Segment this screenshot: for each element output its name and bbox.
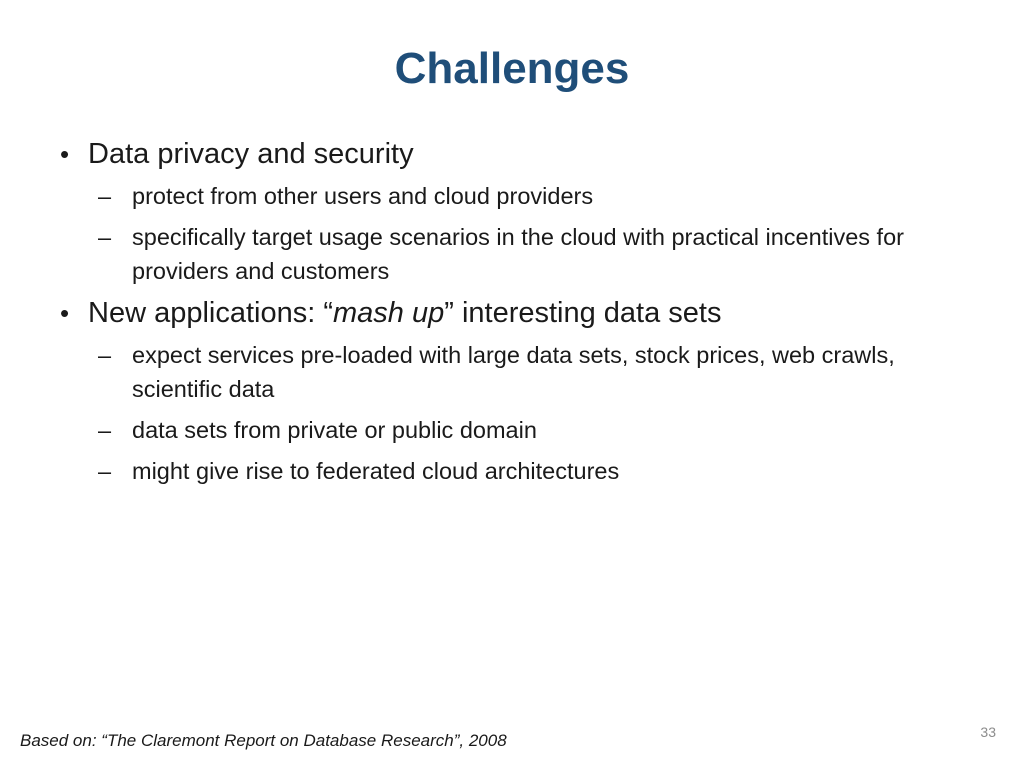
citation: Based on: “The Claremont Report on Database Research”, 2008 — [20, 731, 507, 750]
sub-dash: – — [98, 417, 112, 443]
sub-dash: – — [98, 183, 112, 209]
bullet-text-prefix: New applications: “ — [88, 297, 333, 329]
sub-item — [98, 220, 980, 288]
sub-list — [60, 338, 980, 488]
bullet-data-privacy — [60, 136, 980, 173]
sub-item — [98, 338, 980, 406]
bullet-marker: • — [60, 139, 70, 169]
sub-item-text: specifically target usage scenarios in the cloud with practical incentives for providers and customers — [132, 224, 904, 284]
bullet-text-emphasis: mash up — [333, 297, 445, 329]
slide-title: Challenges — [394, 44, 630, 93]
sub-item-text: data sets from private or public domain — [132, 417, 537, 443]
page-number: 33 — [980, 724, 996, 740]
slide-content — [60, 136, 980, 495]
sub-dash: – — [98, 342, 112, 368]
sub-item — [98, 179, 980, 213]
sub-item-text: expect services pre-loaded with large data sets, stock prices, web crawls, scientific data — [132, 342, 895, 402]
sub-item-text: protect from other users and cloud providers — [132, 183, 594, 209]
sub-dash: – — [98, 224, 112, 250]
sub-item — [98, 454, 980, 488]
sub-dash: – — [98, 458, 112, 484]
sub-item — [98, 413, 980, 447]
bullet-marker: • — [60, 298, 70, 328]
bullet-new-applications — [60, 295, 980, 332]
bullet-text: Data privacy and security — [88, 138, 414, 170]
bullet-text-suffix: ” interesting data sets — [444, 297, 722, 329]
bullet-text — [88, 295, 722, 332]
sub-item-text: might give rise to federated cloud architectures — [132, 458, 620, 484]
sub-list — [60, 179, 980, 288]
